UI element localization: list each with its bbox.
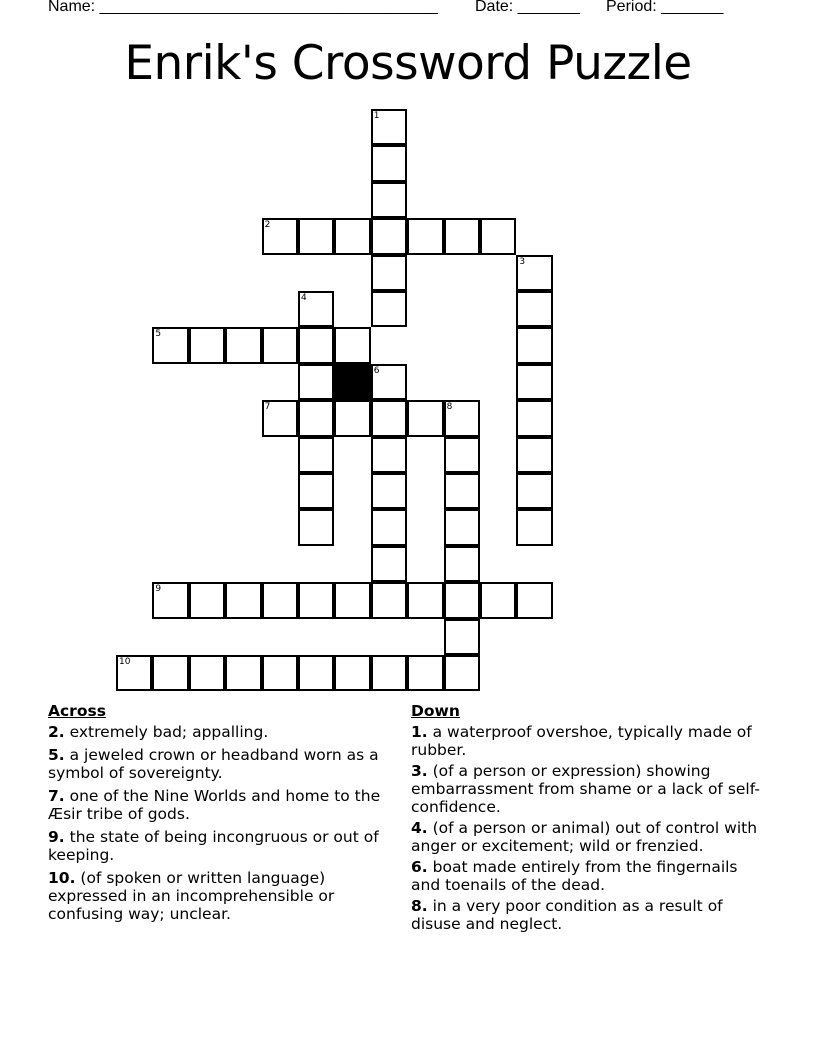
grid-cell[interactable] [444,473,480,509]
grid-cell[interactable] [371,400,407,436]
grid-cell[interactable] [444,655,480,691]
clue-number: 5 [155,329,162,340]
grid-cell[interactable] [444,218,480,254]
grid-cell[interactable] [371,291,407,327]
grid-cell[interactable] [516,327,552,363]
grid-cell[interactable] [444,437,480,473]
grid-cell[interactable] [152,655,188,691]
grid-cell[interactable] [371,218,407,254]
grid-cell[interactable] [371,509,407,545]
period-field[interactable]: Period: _______ [606,0,724,15]
grid-cell[interactable] [189,327,225,363]
grid-cell[interactable] [298,473,334,509]
clue-number: 2 [264,220,271,231]
grid-cell[interactable] [516,291,552,327]
grid-cell[interactable] [116,655,152,691]
name-field[interactable]: Name: ______________________________________ [48,0,438,15]
clue-down-3: 3. (of a person or expression) showing embarrassment from shame or a lack of self-confidence. [411,762,760,816]
grid-cell[interactable] [371,255,407,291]
grid-cell[interactable] [516,582,552,618]
grid-cell[interactable] [444,509,480,545]
clue-number: 9 [155,584,162,595]
clue-number: 7 [264,402,271,413]
grid-cell[interactable] [298,437,334,473]
down-clues [411,702,761,936]
grid-cell[interactable] [189,655,225,691]
grid-cell[interactable] [334,218,370,254]
grid-cell[interactable] [444,582,480,618]
clue-number: 3 [519,256,526,267]
grid-cell[interactable] [298,218,334,254]
clue-number: 8 [446,402,453,413]
grid-cell[interactable] [480,218,516,254]
across-heading: Across [48,702,106,720]
crossword-grid [117,110,557,694]
black-cell [334,364,370,400]
grid-cell[interactable] [480,582,516,618]
grid-cell[interactable] [262,400,298,436]
clue-number: 10 [119,657,131,667]
grid-cell[interactable] [516,509,552,545]
grid-cell[interactable] [516,473,552,509]
grid-cell[interactable] [298,364,334,400]
clue-number: 6 [373,365,380,376]
grid-cell[interactable] [334,327,370,363]
clue-across-7: 7. one of the Nine Worlds and home to the Æsir tribe of gods. [48,787,381,823]
grid-cell[interactable] [371,109,407,145]
grid-cell[interactable] [371,145,407,181]
grid-cell[interactable] [298,327,334,363]
grid-cell[interactable] [189,582,225,618]
grid-cell[interactable] [334,400,370,436]
clue-across-2: 2. extremely bad; appalling. [48,723,269,741]
grid-cell[interactable] [516,400,552,436]
grid-cell[interactable] [371,655,407,691]
grid-cell[interactable] [371,473,407,509]
header-fields [48,0,768,18]
grid-cell[interactable] [444,619,480,655]
grid-cell[interactable] [298,582,334,618]
page-title: Enrik's Crossword Puzzle [124,36,692,91]
grid-cell[interactable] [225,655,261,691]
grid-cell[interactable] [298,291,334,327]
grid-cell[interactable] [152,582,188,618]
grid-cell[interactable] [516,364,552,400]
grid-cell[interactable] [407,582,443,618]
grid-cell[interactable] [334,655,370,691]
date-field[interactable]: Date: _______ [475,0,580,15]
grid-cell[interactable] [298,655,334,691]
grid-cell[interactable] [298,400,334,436]
grid-cell[interactable] [407,400,443,436]
clue-down-6: 6. boat made entirely from the fingernails and toenails of the dead. [411,858,738,894]
grid-cell[interactable] [371,364,407,400]
down-heading: Down [411,702,460,720]
clue-across-5: 5. a jeweled crown or headband worn as a symbol of sovereignty. [48,746,379,782]
clue-number: 1 [373,111,380,121]
grid-cell[interactable] [371,182,407,218]
clue-across-10: 10. (of spoken or written language) expressed in an incomprehensible or confusing way; unclear. [48,869,335,923]
grid-cell[interactable] [225,582,261,618]
grid-cell[interactable] [262,582,298,618]
grid-cell[interactable] [371,546,407,582]
grid-cell[interactable] [444,400,480,436]
grid-cell[interactable] [262,655,298,691]
grid-cell[interactable] [334,582,370,618]
across-clues [48,702,393,928]
clue-down-1: 1. a waterproof overshoe, typically made of rubber. [411,723,752,759]
grid-cell[interactable] [516,437,552,473]
clue-across-9: 9. the state of being incongruous or out of keeping. [48,828,379,864]
grid-cell[interactable] [262,327,298,363]
grid-cell[interactable] [407,218,443,254]
clue-down-8: 8. in a very poor condition as a result of disuse and neglect. [411,897,723,933]
grid-cell[interactable] [152,327,188,363]
grid-cell[interactable] [516,255,552,291]
clue-down-4: 4. (of a person or animal) out of control with anger or excitement; wild or frenzied. [411,819,758,855]
grid-cell[interactable] [371,582,407,618]
grid-cell[interactable] [298,509,334,545]
grid-cell[interactable] [407,655,443,691]
grid-cell[interactable] [262,218,298,254]
grid-cell[interactable] [225,327,261,363]
clue-number: 4 [301,293,307,303]
grid-cell[interactable] [444,546,480,582]
grid-cell[interactable] [371,437,407,473]
